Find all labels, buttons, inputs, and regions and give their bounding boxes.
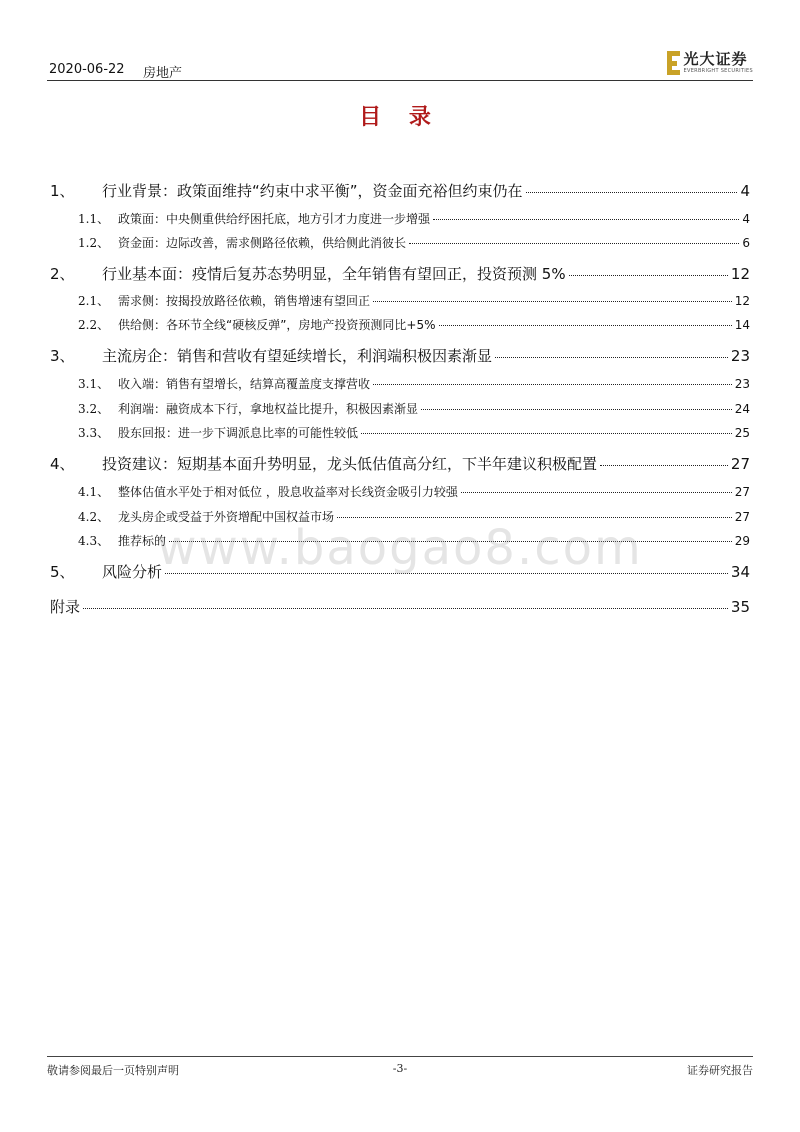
toc-entry-number: 4.2、 <box>78 510 110 524</box>
toc-entry-title: 供给侧：各环节全线“硬核反弹”，房地产投资预测同比+5% <box>118 318 436 332</box>
logo-text-en: EVERBRIGHT SECURITIES <box>683 68 753 74</box>
toc-leader-dots <box>433 219 739 220</box>
toc-entry-page: 24 <box>734 402 750 416</box>
toc-entry-title: 利润端：融资成本下行，拿地权益比提升，积极因素渐显 <box>118 402 419 416</box>
toc-entry[interactable] <box>78 483 750 500</box>
logo-text-cn: 光大证券 <box>683 50 748 68</box>
report-date: 2020-06-22 <box>49 62 125 77</box>
toc-leader-dots <box>361 433 732 434</box>
toc-entry-page: 25 <box>734 426 750 440</box>
toc-entry-title: 股东回报：进一步下调派息比率的可能性较低 <box>118 426 359 440</box>
toc-entry-page: 27 <box>734 485 750 499</box>
toc-entry-page: 14 <box>734 318 750 332</box>
toc-entry-title: 主流房企：销售和营收有望延续增长，利润端积极因素渐显 <box>102 347 493 365</box>
toc-entry[interactable] <box>50 345 750 366</box>
toc-entry-page: 29 <box>734 534 750 548</box>
toc-entry[interactable] <box>78 400 750 417</box>
toc-entry-title: 资金面：边际改善，需求侧路径依赖，供给侧此消彼长 <box>118 236 407 250</box>
company-logo <box>667 50 753 76</box>
toc-leader-dots <box>83 608 728 609</box>
toc-entry-page: 4 <box>742 212 750 226</box>
toc-entry-number: 1.2、 <box>78 236 110 250</box>
toc-entry-title: 行业基本面：疫情后复苏态势明显，全年销售有望回正，投资预测 5% <box>102 265 566 283</box>
toc-leader-dots <box>421 409 732 410</box>
page-number: -3- <box>392 1062 408 1075</box>
toc-entry-number: 5、 <box>50 563 75 581</box>
footer-divider <box>47 1056 753 1057</box>
toc-entry[interactable] <box>78 316 750 333</box>
toc-entry[interactable] <box>78 292 750 309</box>
toc-entry-title: 整体估值水平处于相对低位 ，股息收益率对长线资金吸引力较强 <box>118 485 458 499</box>
toc-leader-dots <box>569 275 728 276</box>
toc-entry-number: 1.1、 <box>78 212 110 226</box>
toc-entry-number: 3.2、 <box>78 402 110 416</box>
toc-leader-dots <box>439 325 732 326</box>
toc-leader-dots <box>461 492 732 493</box>
toc-entry-page: 27 <box>730 455 750 473</box>
footer-disclaimer: 敬请参阅最后一页特别声明 <box>47 1064 179 1077</box>
toc-entry-title: 政策面：中央侧重供给纾困托底，地方引才力度进一步增强 <box>118 212 431 226</box>
toc-entry-title: 风险分析 <box>102 563 163 581</box>
toc-entry-number: 4.1、 <box>78 485 110 499</box>
toc-entry[interactable] <box>78 375 750 392</box>
toc-leader-dots <box>373 384 732 385</box>
toc-leader-dots <box>526 192 738 193</box>
toc-entry-number: 3.3、 <box>78 426 110 440</box>
toc-entry-page: 23 <box>730 347 750 365</box>
toc-entry-number: 1、 <box>50 182 75 200</box>
toc-entry[interactable] <box>50 596 750 617</box>
toc-title: 目 录 <box>359 105 441 130</box>
toc-entry-number: 2.2、 <box>78 318 110 332</box>
toc-entry-page: 23 <box>734 377 750 391</box>
toc-entry-title: 投资建议：短期基本面升势明显，龙头低估值高分红，下半年建议积极配置 <box>102 455 598 473</box>
toc-entry-page: 12 <box>730 265 750 283</box>
toc-entry-page: 12 <box>734 294 750 308</box>
toc-leader-dots <box>600 465 728 466</box>
report-sector: 房地产 <box>143 66 183 81</box>
toc-entry-title: 收入端：销售有望增长，结算高覆盖度支撑营收 <box>118 377 371 391</box>
toc-entry-page: 4 <box>740 182 750 200</box>
toc-entry-number: 4、 <box>50 455 75 473</box>
toc-entry[interactable] <box>50 453 750 474</box>
toc-entry[interactable] <box>78 210 750 227</box>
toc-entry-page: 6 <box>742 236 750 250</box>
toc-entry-title: 推荐标的 <box>118 534 167 548</box>
toc-entry-number: 2、 <box>50 265 75 283</box>
toc-entry-page: 34 <box>730 563 750 581</box>
toc-entry-title: 需求侧：按揭投放路径依赖，销售增速有望回正 <box>118 294 371 308</box>
toc-entry[interactable] <box>50 263 750 284</box>
toc-leader-dots <box>495 357 728 358</box>
toc-entry[interactable] <box>78 424 750 441</box>
toc-entry-title: 附录 <box>50 598 81 616</box>
toc-entry-number: 2.1、 <box>78 294 110 308</box>
footer-report-type: 证券研究报告 <box>687 1064 753 1077</box>
toc-entry[interactable] <box>50 180 750 201</box>
toc-leader-dots <box>337 517 732 518</box>
watermark: www.baogao8.com <box>157 520 643 576</box>
toc-entry-page: 35 <box>730 598 750 616</box>
toc-entry-number: 3.1、 <box>78 377 110 391</box>
header-divider <box>47 80 753 81</box>
toc-entry-title: 龙头房企或受益于外资增配中国权益市场 <box>118 510 335 524</box>
toc-entry-title: 行业背景：政策面维持“约束中求平衡”，资金面充裕但约束仍在 <box>102 182 523 200</box>
toc-leader-dots <box>409 243 739 244</box>
toc-entry-number: 3、 <box>50 347 75 365</box>
toc-entry-number: 4.3、 <box>78 534 110 548</box>
toc-leader-dots <box>373 301 732 302</box>
logo-mark-icon <box>667 51 680 75</box>
page-header <box>47 58 753 80</box>
toc-entry[interactable] <box>78 234 750 251</box>
toc-entry-page: 27 <box>734 510 750 524</box>
